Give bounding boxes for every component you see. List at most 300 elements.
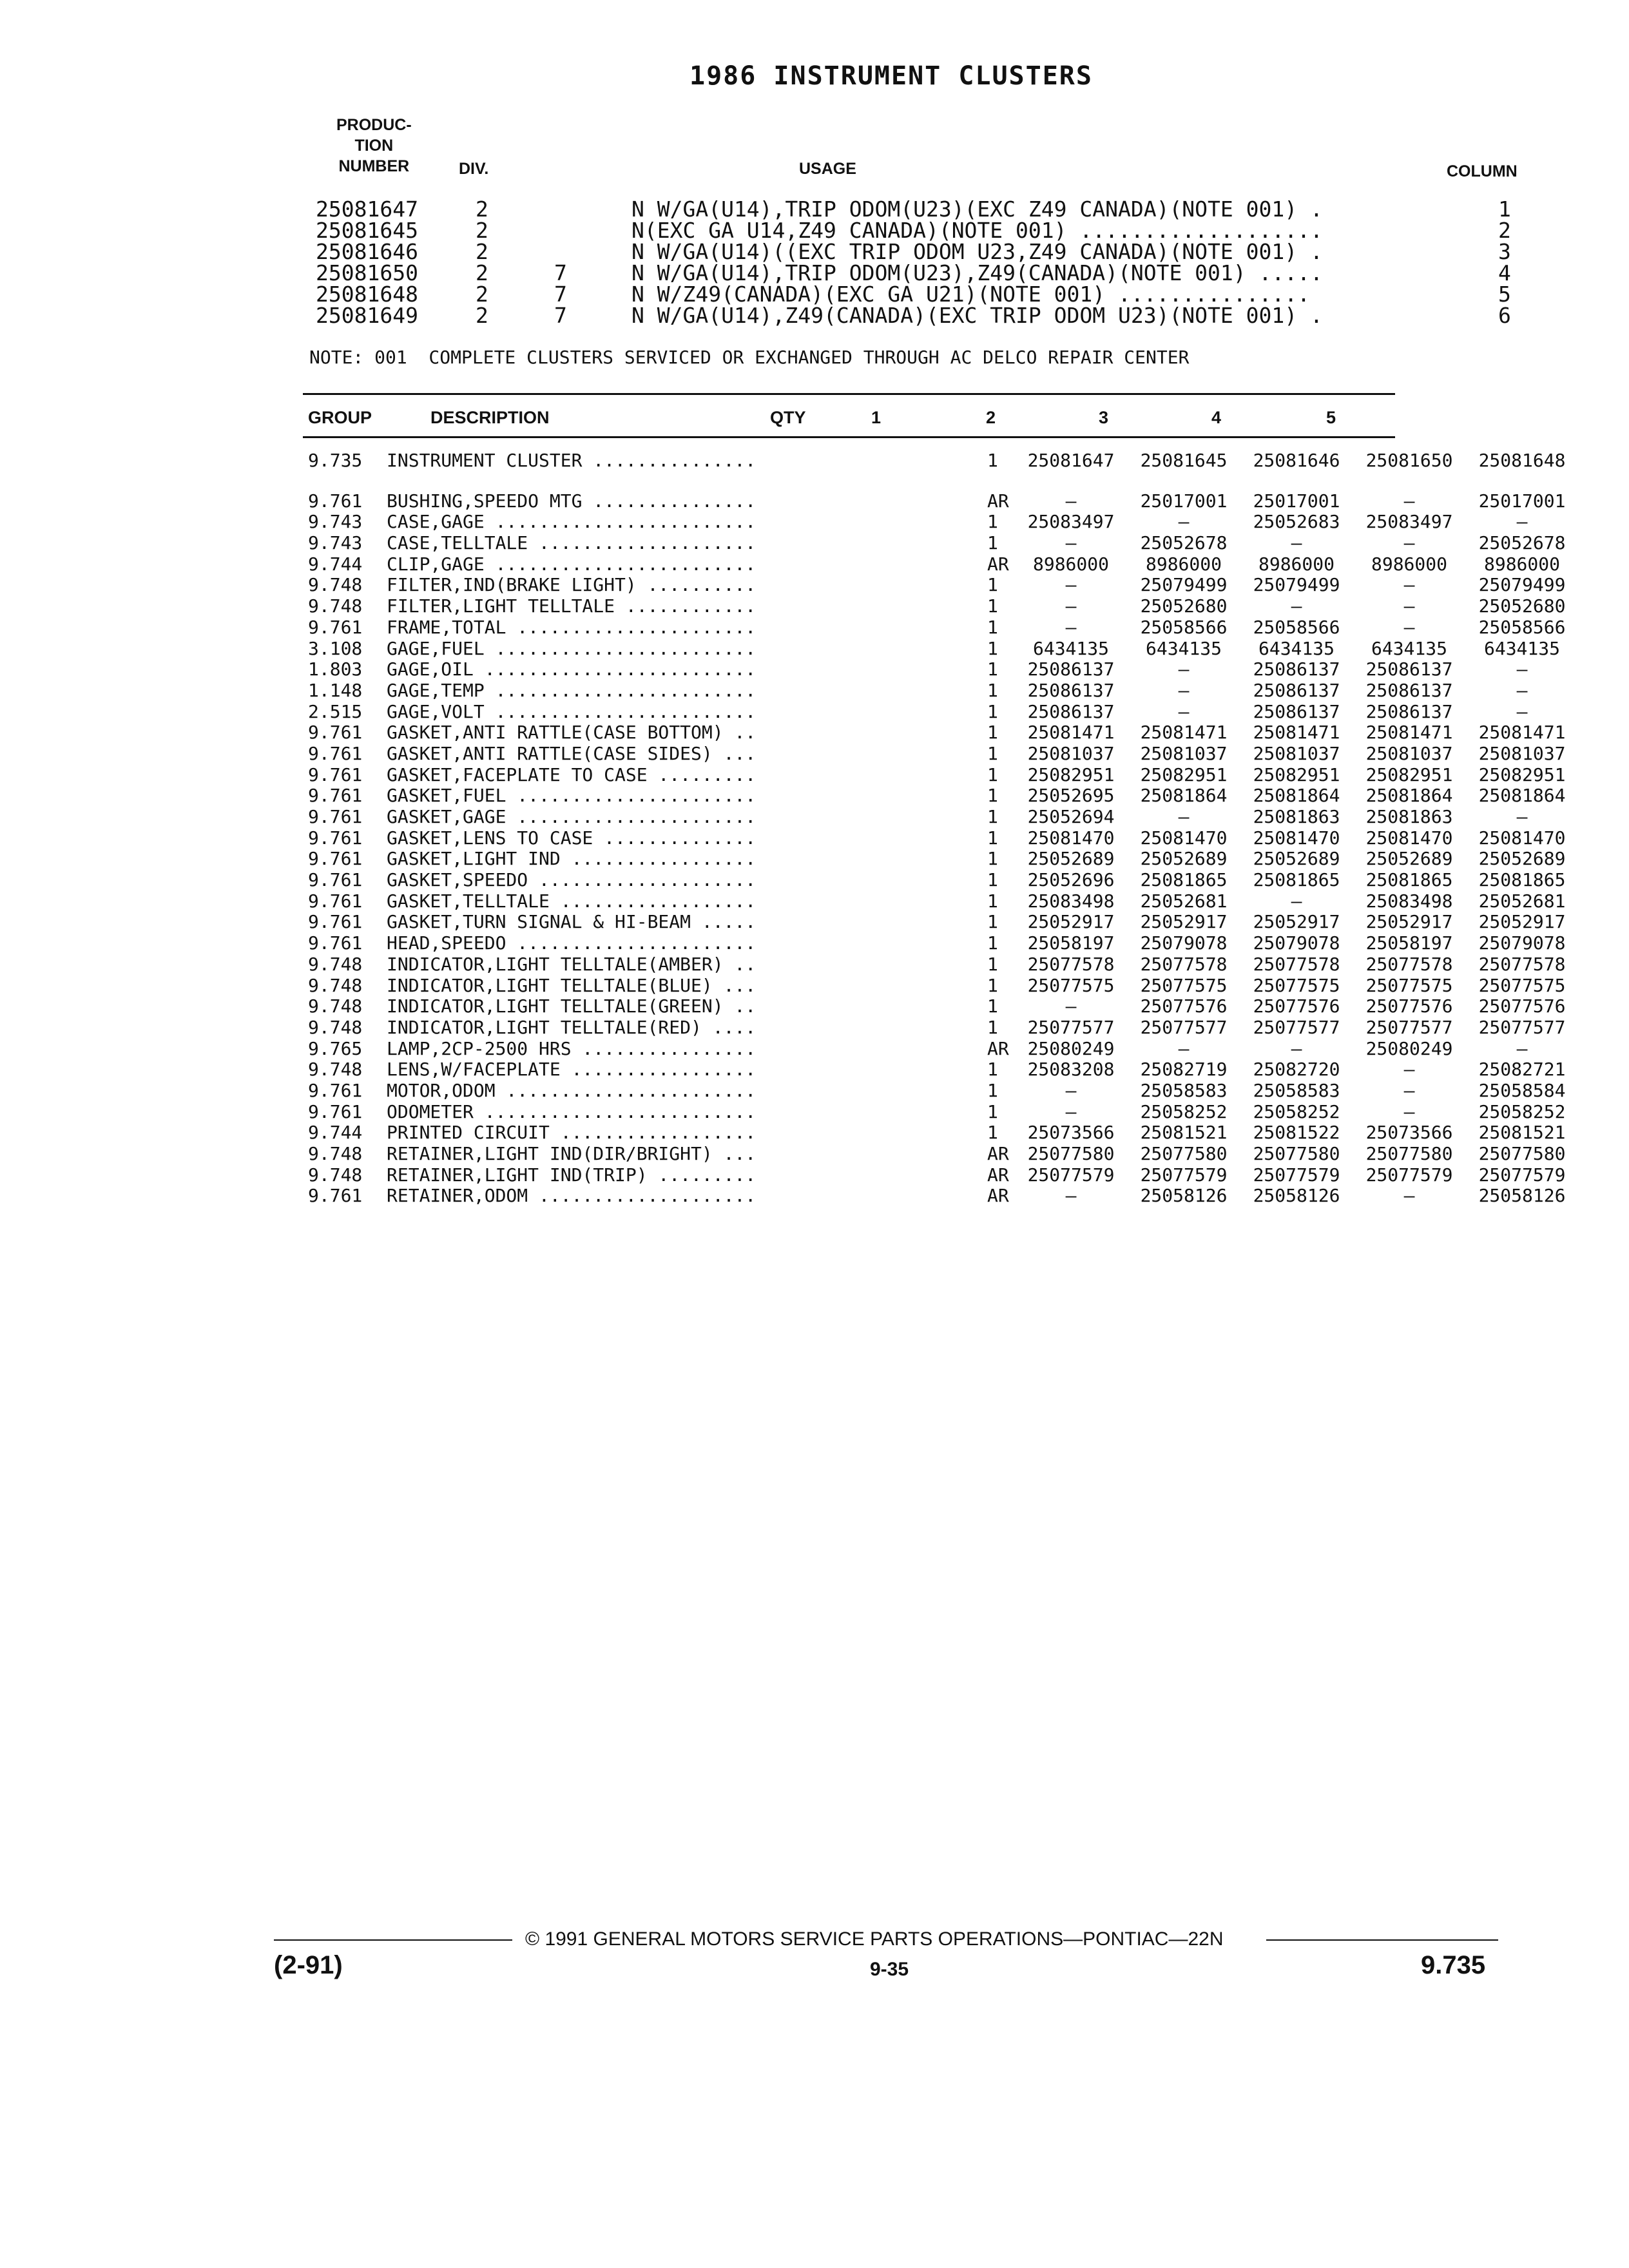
part-qty: AR xyxy=(987,1185,1009,1207)
part-qty: 1 xyxy=(987,658,998,680)
column-5-part: — xyxy=(1516,1037,1528,1059)
group-number: 9.761 xyxy=(308,1185,363,1207)
column-3-part: 25052917 xyxy=(1253,911,1340,933)
column-1-part: 25081647 xyxy=(1027,450,1115,471)
column-5-part: — xyxy=(1516,700,1528,722)
group-number: 9.761 xyxy=(308,490,363,512)
part-qty: 1 xyxy=(987,785,998,807)
column-3-part: 25086137 xyxy=(1253,679,1340,701)
part-description: GASKET,LENS TO CASE .............. xyxy=(387,827,757,849)
column-2-part: — xyxy=(1178,679,1190,701)
column-4-part: 25081865 xyxy=(1365,869,1453,891)
part-qty: 1 xyxy=(987,679,998,701)
column-4-part: 25081471 xyxy=(1365,722,1453,744)
column-1-part: 25081471 xyxy=(1027,722,1115,744)
column-5-part: 25058566 xyxy=(1478,616,1566,638)
column-1-part: 25086137 xyxy=(1027,679,1115,701)
table-row xyxy=(304,511,1528,533)
part-description: GAGE,TEMP ........................ xyxy=(387,679,757,701)
column-3-part: 25081471 xyxy=(1253,722,1340,744)
part-description: GAGE,VOLT ........................ xyxy=(387,700,757,722)
group-number: 9.735 xyxy=(308,450,363,471)
column-1-part: 25082951 xyxy=(1027,764,1115,785)
column-5-part: 25017001 xyxy=(1478,490,1566,512)
part-description: GASKET,LIGHT IND ................. xyxy=(387,848,757,870)
column-2-part: 25081645 xyxy=(1140,450,1228,471)
column-2-part: 25052680 xyxy=(1140,595,1228,617)
column-3-part: 25058583 xyxy=(1253,1079,1340,1101)
part-description: RETAINER,LIGHT IND(DIR/BRIGHT) ... xyxy=(387,1143,757,1164)
div-header: DIV. xyxy=(459,160,489,178)
div-code: 2 xyxy=(476,260,488,285)
column-2-part: 8986000 xyxy=(1145,553,1222,575)
column-header: COLUMN xyxy=(1447,162,1518,180)
table-row xyxy=(304,1059,1566,1081)
part-description: CLIP,GAGE ........................ xyxy=(387,553,757,575)
column-4-part: — xyxy=(1403,532,1415,554)
usage-text: N W/GA(U14)((EXC TRIP ODOM U23,Z49 CANADA)(NOTE 001) . xyxy=(631,239,1323,264)
group-number: 9.748 xyxy=(308,1059,363,1081)
group-number: 9.748 xyxy=(308,1143,363,1164)
column-3-part: 25081864 xyxy=(1253,785,1340,807)
group-number: 9.743 xyxy=(308,511,363,533)
column-3-part: 25052683 xyxy=(1253,511,1340,533)
table-row xyxy=(304,869,1566,891)
column-5-part: 25052689 xyxy=(1478,848,1566,870)
column-3-part: 6434135 xyxy=(1258,637,1335,659)
column-2-part: 25077577 xyxy=(1140,1016,1228,1038)
column-5-part: 25077579 xyxy=(1478,1164,1566,1186)
part-description: GASKET,ANTI RATTLE(CASE BOTTOM) .. xyxy=(387,722,757,744)
part-qty: 1 xyxy=(987,700,998,722)
column-2-part: 25081470 xyxy=(1140,827,1228,849)
table-row xyxy=(304,450,1566,471)
column-5-part: — xyxy=(1516,806,1528,827)
part-qty: AR xyxy=(987,553,1009,575)
column-2-part: 25081865 xyxy=(1140,869,1228,891)
column-5-part: 25081521 xyxy=(1478,1122,1566,1144)
column-5-part: 25081471 xyxy=(1478,722,1566,744)
column-4-part: 25052689 xyxy=(1365,848,1453,870)
production-number: 25081649 xyxy=(316,303,418,328)
column-1-part: 6434135 xyxy=(1032,637,1109,659)
column-5-part: 25052678 xyxy=(1478,532,1566,554)
column-3-part: 8986000 xyxy=(1258,553,1335,575)
usage-row xyxy=(316,241,1540,262)
part-description: BUSHING,SPEEDO MTG ............... xyxy=(387,490,757,512)
column-1-part: 25077577 xyxy=(1027,1016,1115,1038)
part-description: CASE,TELLTALE .................... xyxy=(387,532,757,554)
part-qty: 1 xyxy=(987,450,998,471)
part-qty: 1 xyxy=(987,1122,998,1144)
div-code: 2 xyxy=(476,282,488,307)
part-qty: 1 xyxy=(987,1016,998,1038)
column-4-part: 25077578 xyxy=(1365,953,1453,975)
footer-date-code: (2-91) xyxy=(274,1951,343,1979)
table-row xyxy=(304,574,1566,596)
divider-top xyxy=(303,393,1395,395)
column-number: 6 xyxy=(1498,303,1511,328)
part-description: LAMP,2CP-2500 HRS ................ xyxy=(387,1037,757,1059)
column-1-part: — xyxy=(1065,616,1077,638)
column-5-part: 25077580 xyxy=(1478,1143,1566,1164)
group-number: 9.748 xyxy=(308,1164,363,1186)
table-row xyxy=(304,1185,1566,1207)
column-4-part: 25077577 xyxy=(1365,1016,1453,1038)
part-description: GASKET,SPEEDO .................... xyxy=(387,869,757,891)
part-qty: 1 xyxy=(987,806,998,827)
column-1-part: 25083208 xyxy=(1027,1059,1115,1081)
column-3-part: — xyxy=(1291,1037,1302,1059)
column-5-part: 25077578 xyxy=(1478,953,1566,975)
column-2-part: 25052689 xyxy=(1140,848,1228,870)
part-qty: 1 xyxy=(987,1059,998,1081)
column-2-part: 25058252 xyxy=(1140,1100,1228,1122)
div-code: 2 xyxy=(476,239,488,264)
div-code-2: 7 xyxy=(554,303,567,328)
column-2-part: 25081521 xyxy=(1140,1122,1228,1144)
column-4-part: 25081863 xyxy=(1365,806,1453,827)
column-4-part: 25083497 xyxy=(1365,511,1453,533)
table-row xyxy=(304,1143,1566,1164)
table-row xyxy=(304,974,1566,996)
usage-row xyxy=(316,198,1540,220)
column-1-part: 25073566 xyxy=(1027,1122,1115,1144)
column-2-part: 25052678 xyxy=(1140,532,1228,554)
column-number: 4 xyxy=(1498,260,1511,285)
column-2-header: 2 xyxy=(986,408,996,427)
usage-text: N W/Z49(CANADA)(EXC GA U21)(NOTE 001) ............... xyxy=(631,282,1310,307)
group-number: 9.761 xyxy=(308,806,363,827)
column-4-part: — xyxy=(1403,595,1415,617)
column-3-part: 25077577 xyxy=(1253,1016,1340,1038)
part-description: RETAINER,ODOM .................... xyxy=(387,1185,757,1207)
table-row xyxy=(304,616,1566,638)
column-5-part: 25058252 xyxy=(1478,1100,1566,1122)
column-5-part: 25058584 xyxy=(1478,1079,1566,1101)
part-qty: AR xyxy=(987,490,1009,512)
div-code: 2 xyxy=(476,218,488,243)
column-1-part: 25086137 xyxy=(1027,658,1115,680)
table-row xyxy=(304,1037,1528,1059)
group-number: 9.761 xyxy=(308,869,363,891)
column-5-part: 25081865 xyxy=(1478,869,1566,891)
column-1-part: — xyxy=(1065,995,1077,1017)
column-5-part: — xyxy=(1516,511,1528,533)
column-5-header: 5 xyxy=(1326,408,1336,427)
column-4-part: 25082951 xyxy=(1365,764,1453,785)
table-row xyxy=(304,932,1566,954)
column-4-part: — xyxy=(1403,616,1415,638)
column-3-part: 25077578 xyxy=(1253,953,1340,975)
column-5-part: 25081470 xyxy=(1478,827,1566,849)
part-qty: AR xyxy=(987,1164,1009,1186)
column-2-part: — xyxy=(1178,700,1190,722)
table-row xyxy=(304,679,1528,701)
column-4-part: — xyxy=(1403,490,1415,512)
group-number: 9.748 xyxy=(308,574,363,596)
column-2-part: 25079499 xyxy=(1140,574,1228,596)
column-3-part: 25081037 xyxy=(1253,742,1340,764)
production-number: 25081645 xyxy=(316,218,418,243)
usage-text: N W/GA(U14),TRIP ODOM(U23)(EXC Z49 CANADA)(NOTE 001) . xyxy=(631,197,1323,222)
usage-row xyxy=(316,262,1540,284)
column-3-part: 25081646 xyxy=(1253,450,1340,471)
column-5-part: 25052681 xyxy=(1478,890,1566,912)
column-4-part: 6434135 xyxy=(1371,637,1447,659)
table-row xyxy=(304,532,1566,554)
part-description: GASKET,FUEL ...................... xyxy=(387,785,757,807)
column-5-part: 25077577 xyxy=(1478,1016,1566,1038)
part-qty: 1 xyxy=(987,764,998,785)
column-3-part: 25082720 xyxy=(1253,1059,1340,1081)
footer-rule-left xyxy=(274,1939,512,1941)
group-number: 1.148 xyxy=(308,679,363,701)
parts-table xyxy=(304,450,1566,1207)
column-4-part: — xyxy=(1403,1079,1415,1101)
part-qty: 1 xyxy=(987,722,998,744)
part-qty: 1 xyxy=(987,974,998,996)
column-5-part: 25052680 xyxy=(1478,595,1566,617)
column-2-part: 25077580 xyxy=(1140,1143,1228,1164)
part-description: INDICATOR,LIGHT TELLTALE(AMBER) .. xyxy=(387,953,757,975)
column-3-part: 25058566 xyxy=(1253,616,1340,638)
column-2-part: 25081864 xyxy=(1140,785,1228,807)
column-2-part: 25058583 xyxy=(1140,1079,1228,1101)
production-number-header: PRODUC- TION NUMBER xyxy=(336,116,412,175)
note-text: NOTE: 001 COMPLETE CLUSTERS SERVICED OR EXCHANGED THROUGH AC DELCO REPAIR CENTER xyxy=(309,347,1190,368)
div-code: 2 xyxy=(476,197,488,222)
column-2-part: 25079078 xyxy=(1140,932,1228,954)
group-number: 9.761 xyxy=(308,911,363,933)
column-1-part: 25077579 xyxy=(1027,1164,1115,1186)
column-5-part: 25052917 xyxy=(1478,911,1566,933)
part-description: GAGE,FUEL ........................ xyxy=(387,637,757,659)
part-qty: 1 xyxy=(987,890,998,912)
part-qty: 1 xyxy=(987,932,998,954)
column-4-part: 25081650 xyxy=(1365,450,1453,471)
table-row xyxy=(304,995,1566,1017)
part-qty: 1 xyxy=(987,953,998,975)
div-code-2: 7 xyxy=(554,260,567,285)
column-5-part: 25082721 xyxy=(1478,1059,1566,1081)
column-1-part: 25058197 xyxy=(1027,932,1115,954)
part-qty: AR xyxy=(987,1037,1009,1059)
column-1-part: 25052695 xyxy=(1027,785,1115,807)
column-4-part: 25080249 xyxy=(1365,1037,1453,1059)
part-qty: 1 xyxy=(987,848,998,870)
column-3-part: 25082951 xyxy=(1253,764,1340,785)
table-row xyxy=(304,658,1528,680)
column-5-part: — xyxy=(1516,658,1528,680)
group-number: 2.515 xyxy=(308,700,363,722)
part-qty: 1 xyxy=(987,1100,998,1122)
column-2-part: 25077575 xyxy=(1140,974,1228,996)
usage-text: N(EXC GA U14,Z49 CANADA)(NOTE 001) ................... xyxy=(631,218,1323,243)
column-number: 5 xyxy=(1498,282,1511,307)
table-row xyxy=(304,953,1566,975)
column-5-part: 25077576 xyxy=(1478,995,1566,1017)
column-1-part: 25052696 xyxy=(1027,869,1115,891)
table-row xyxy=(304,764,1566,785)
column-1-part: 25083498 xyxy=(1027,890,1115,912)
column-4-part: — xyxy=(1403,1059,1415,1081)
column-5-part: 25077575 xyxy=(1478,974,1566,996)
group-number: 9.761 xyxy=(308,764,363,785)
footer-page-number: 9-35 xyxy=(870,1959,909,1980)
column-1-part: — xyxy=(1065,595,1077,617)
part-description: GASKET,ANTI RATTLE(CASE SIDES) ... xyxy=(387,742,757,764)
column-2-part: — xyxy=(1178,1037,1190,1059)
group-header: GROUP xyxy=(308,408,372,427)
part-qty: 1 xyxy=(987,511,998,533)
group-number: 9.748 xyxy=(308,595,363,617)
column-2-part: — xyxy=(1178,511,1190,533)
column-3-part: — xyxy=(1291,532,1302,554)
column-1-part: — xyxy=(1065,490,1077,512)
table-row xyxy=(304,1016,1566,1038)
column-4-part: 25073566 xyxy=(1365,1122,1453,1144)
description-header: DESCRIPTION xyxy=(430,408,550,427)
column-2-part: 25077579 xyxy=(1140,1164,1228,1186)
part-description: FILTER,LIGHT TELLTALE ............ xyxy=(387,595,757,617)
column-3-part: 25081522 xyxy=(1253,1122,1340,1144)
column-1-part: 25052694 xyxy=(1027,806,1115,827)
group-number: 9.748 xyxy=(308,974,363,996)
column-3-part: 25058252 xyxy=(1253,1100,1340,1122)
div-code: 2 xyxy=(476,303,488,328)
column-1-part: 25080249 xyxy=(1027,1037,1115,1059)
column-5-part: 25081864 xyxy=(1478,785,1566,807)
div-code-2: 7 xyxy=(554,282,567,307)
column-3-part: — xyxy=(1291,890,1302,912)
part-qty: 1 xyxy=(987,995,998,1017)
group-number: 3.108 xyxy=(308,637,363,659)
part-description: GASKET,FACEPLATE TO CASE ......... xyxy=(387,764,757,785)
table-row xyxy=(304,595,1566,617)
column-4-part: 25081470 xyxy=(1365,827,1453,849)
group-number: 1.803 xyxy=(308,658,363,680)
column-4-part: 25086137 xyxy=(1365,700,1453,722)
page-title: 1986 INSTRUMENT CLUSTERS xyxy=(689,61,1093,91)
column-3-part: 25052689 xyxy=(1253,848,1340,870)
table-row xyxy=(304,1100,1566,1122)
part-qty: 1 xyxy=(987,532,998,554)
column-4-part: 25083498 xyxy=(1365,890,1453,912)
group-number: 9.761 xyxy=(308,722,363,744)
column-3-part: 25081470 xyxy=(1253,827,1340,849)
table-row xyxy=(304,890,1566,912)
column-3-part: 25079499 xyxy=(1253,574,1340,596)
part-description: GASKET,GAGE ...................... xyxy=(387,806,757,827)
table-row xyxy=(304,722,1566,744)
table-row xyxy=(304,637,1560,659)
column-2-part: 25081471 xyxy=(1140,722,1228,744)
column-3-part: 25086137 xyxy=(1253,700,1340,722)
column-3-part: 25081863 xyxy=(1253,806,1340,827)
column-4-part: 25086137 xyxy=(1365,658,1453,680)
column-4-header: 4 xyxy=(1211,408,1222,427)
part-description: INSTRUMENT CLUSTER ............... xyxy=(387,450,757,471)
part-qty: 1 xyxy=(987,827,998,849)
column-1-part: — xyxy=(1065,574,1077,596)
part-description: INDICATOR,LIGHT TELLTALE(RED) .... xyxy=(387,1016,757,1038)
column-3-part: 25079078 xyxy=(1253,932,1340,954)
column-4-part: 25052917 xyxy=(1365,911,1453,933)
column-2-part: 25058566 xyxy=(1140,616,1228,638)
usage-table xyxy=(316,198,1540,326)
column-4-part: 25077580 xyxy=(1365,1143,1453,1164)
part-description: GAGE,OIL ......................... xyxy=(387,658,757,680)
column-2-part: 25077578 xyxy=(1140,953,1228,975)
column-2-part: 25052917 xyxy=(1140,911,1228,933)
part-description: FRAME,TOTAL ...................... xyxy=(387,616,757,638)
part-qty: 1 xyxy=(987,742,998,764)
part-description: FILTER,IND(BRAKE LIGHT) .......... xyxy=(387,574,757,596)
usage-row xyxy=(316,305,1540,326)
column-5-part: 25082951 xyxy=(1478,764,1566,785)
column-4-part: 25058197 xyxy=(1365,932,1453,954)
table-row xyxy=(304,911,1566,933)
group-number: 9.744 xyxy=(308,553,363,575)
group-number: 9.765 xyxy=(308,1037,363,1059)
usage-row xyxy=(316,220,1540,241)
part-description: RETAINER,LIGHT IND(TRIP) ......... xyxy=(387,1164,757,1186)
part-description: INDICATOR,LIGHT TELLTALE(BLUE) ... xyxy=(387,974,757,996)
part-qty: 1 xyxy=(987,1079,998,1101)
column-1-part: 25081470 xyxy=(1027,827,1115,849)
table-row xyxy=(304,553,1560,575)
column-5-part: 25081648 xyxy=(1478,450,1566,471)
part-description: INDICATOR,LIGHT TELLTALE(GREEN) .. xyxy=(387,995,757,1017)
group-number: 9.744 xyxy=(308,1122,363,1144)
usage-text: N W/GA(U14),TRIP ODOM(U23),Z49(CANADA)(NOTE 001) ..... xyxy=(631,260,1323,285)
column-4-part: — xyxy=(1403,1100,1415,1122)
table-row xyxy=(304,1079,1566,1101)
column-number: 1 xyxy=(1498,197,1511,222)
part-qty: 1 xyxy=(987,574,998,596)
column-3-part: 25077580 xyxy=(1253,1143,1340,1164)
column-1-part: 25086137 xyxy=(1027,700,1115,722)
group-number: 9.743 xyxy=(308,532,363,554)
production-number: 25081650 xyxy=(316,260,418,285)
group-number: 9.761 xyxy=(308,932,363,954)
part-qty: 1 xyxy=(987,637,998,659)
table-row xyxy=(304,700,1528,722)
footer-copyright: © 1991 GENERAL MOTORS SERVICE PARTS OPERATIONS—PONTIAC—22N xyxy=(525,1928,1224,1950)
part-qty: 1 xyxy=(987,869,998,891)
column-1-part: 25077580 xyxy=(1027,1143,1115,1164)
group-number: 9.761 xyxy=(308,1100,363,1122)
part-description: PRINTED CIRCUIT .................. xyxy=(387,1122,757,1144)
group-number: 9.761 xyxy=(308,742,363,764)
column-2-part: 25052681 xyxy=(1140,890,1228,912)
column-1-part: 25052917 xyxy=(1027,911,1115,933)
column-4-part: 25077575 xyxy=(1365,974,1453,996)
column-3-part: 25086137 xyxy=(1253,658,1340,680)
column-3-part: 25077575 xyxy=(1253,974,1340,996)
group-number: 9.761 xyxy=(308,785,363,807)
group-number: 9.761 xyxy=(308,1079,363,1101)
group-number: 9.748 xyxy=(308,995,363,1017)
table-row xyxy=(304,827,1566,849)
column-number: 3 xyxy=(1498,239,1511,264)
table-row xyxy=(304,490,1566,512)
column-1-part: 25081037 xyxy=(1027,742,1115,764)
column-3-header: 3 xyxy=(1099,408,1109,427)
part-qty: 1 xyxy=(987,911,998,933)
column-4-part: — xyxy=(1403,574,1415,596)
